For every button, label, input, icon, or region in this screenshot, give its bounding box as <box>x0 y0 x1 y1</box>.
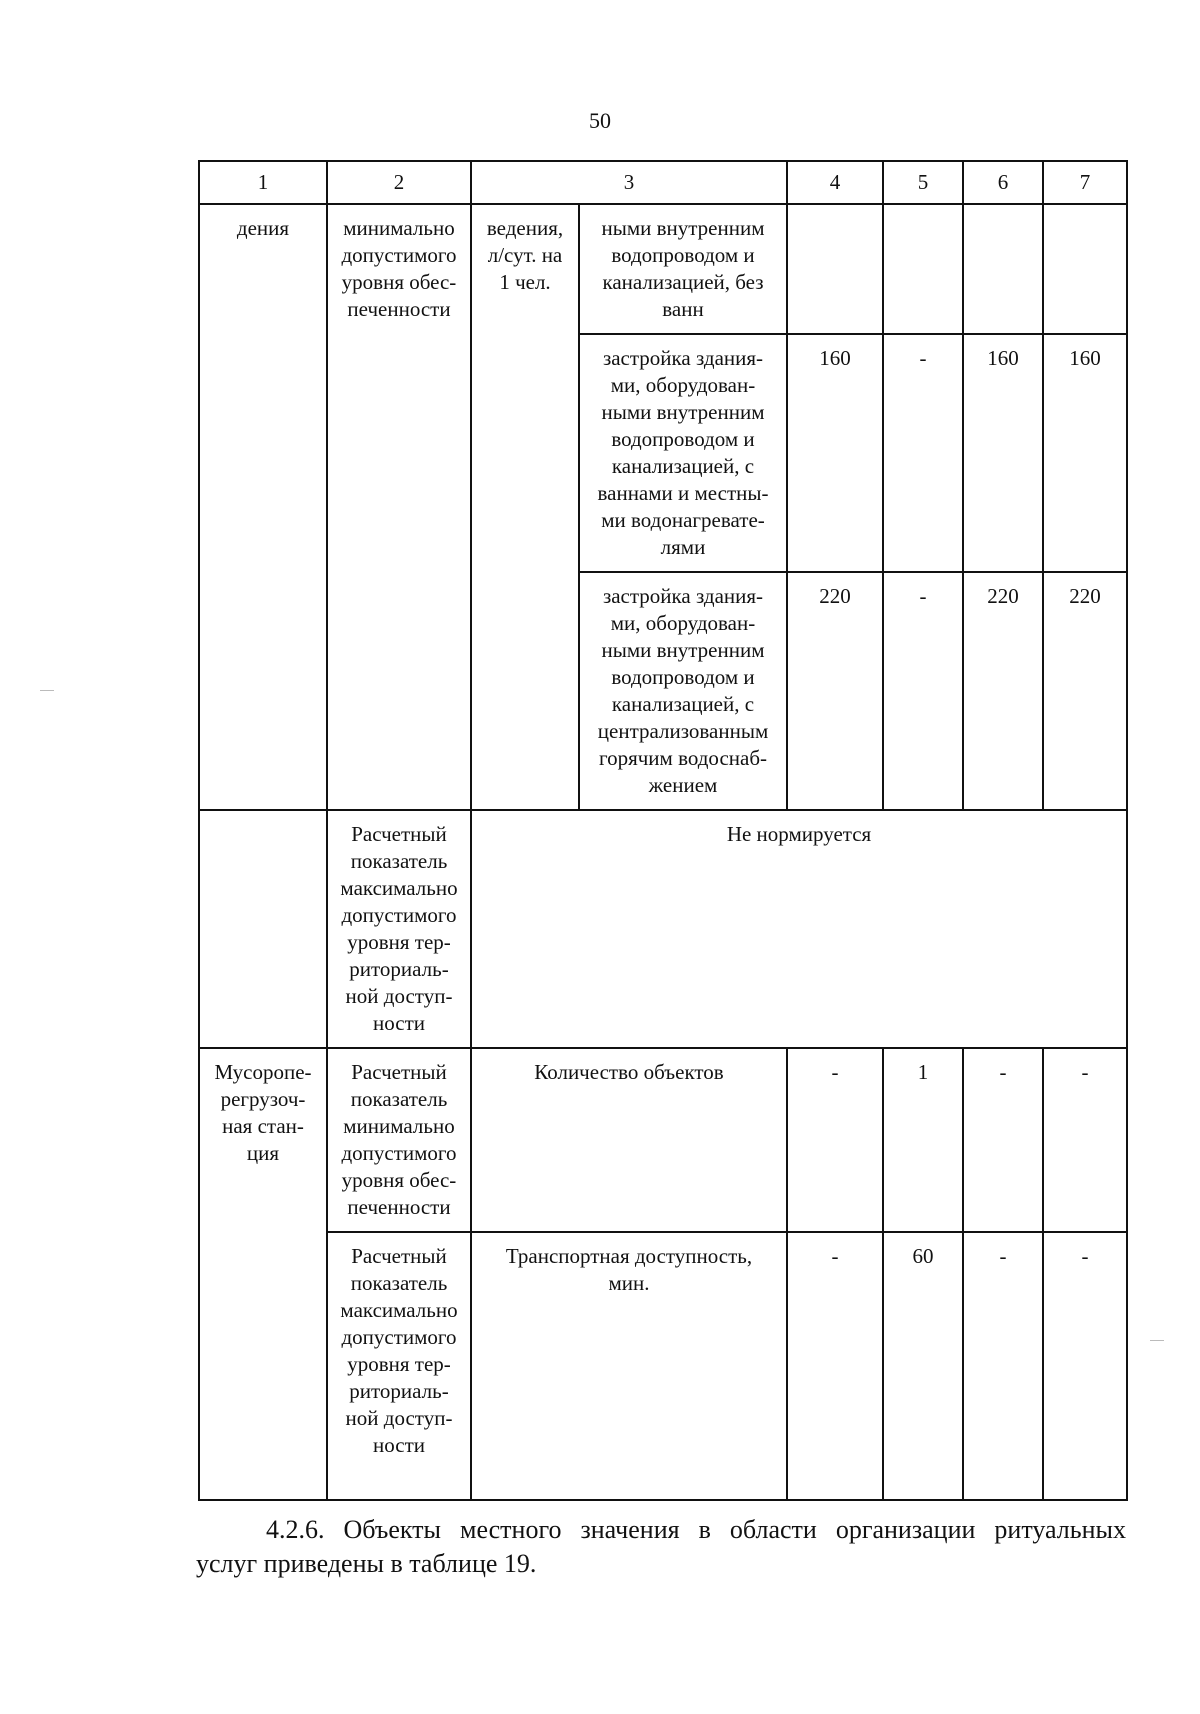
table-header-row <box>199 161 1127 204</box>
value-cell: 160 <box>1043 334 1127 572</box>
header-cell-2: 2 <box>327 161 471 204</box>
value-cell <box>963 204 1043 334</box>
value-cell <box>1043 204 1127 334</box>
value-cell <box>787 204 883 334</box>
indicator-name-cell: Количество объектов <box>471 1048 787 1232</box>
value-cell: 220 <box>1043 572 1127 810</box>
table-row <box>199 810 1127 1048</box>
indicator-type-cell: минимально допустимого уровня обес- печенности <box>327 204 471 810</box>
value-cell: 220 <box>963 572 1043 810</box>
value-cell: 1 <box>883 1048 963 1232</box>
header-cell-1: 1 <box>199 161 327 204</box>
value-cell: 160 <box>787 334 883 572</box>
value-cell: - <box>787 1232 883 1500</box>
value-cell: - <box>787 1048 883 1232</box>
not-normed-cell: Не нормируется <box>471 810 1127 1048</box>
indicators-table <box>198 160 1128 1501</box>
scan-artifact <box>1150 1340 1164 1341</box>
development-type-cell: ными внутренним водопроводом и канализацией, без ванн <box>579 204 787 334</box>
header-cell-4: 4 <box>787 161 883 204</box>
value-cell: 160 <box>963 334 1043 572</box>
header-cell-7: 7 <box>1043 161 1127 204</box>
page-number: 50 <box>589 108 611 133</box>
table-row <box>199 204 1127 334</box>
value-cell: 60 <box>883 1232 963 1500</box>
value-cell: 220 <box>787 572 883 810</box>
object-name-cell <box>199 810 327 1048</box>
value-cell: - <box>883 572 963 810</box>
header-cell-6: 6 <box>963 161 1043 204</box>
value-cell: - <box>963 1048 1043 1232</box>
value-cell: - <box>963 1232 1043 1500</box>
indicator-name-cell: Транспортная доступность, мин. <box>471 1232 787 1500</box>
object-name-cell: Мусоропе- регрузоч- ная стан- ция <box>199 1048 327 1500</box>
paragraph-line-1: 4.2.6. Объекты местного значения в области организации ритуальных <box>266 1515 1126 1544</box>
value-cell: - <box>1043 1232 1127 1500</box>
scan-artifact <box>40 690 54 691</box>
value-cell <box>883 204 963 334</box>
header-cell-3: 3 <box>471 161 787 204</box>
unit-cell: ведения, л/сут. на 1 чел. <box>471 204 579 810</box>
header-cell-5: 5 <box>883 161 963 204</box>
value-cell: - <box>883 334 963 572</box>
indicator-type-cell: Расчетный показатель максимально допустимого уровня тер- риториаль- ной доступ- ности <box>327 810 471 1048</box>
paragraph-line-2: услуг приведены в таблице 19. <box>196 1549 537 1578</box>
indicator-type-cell: Расчетный показатель максимально допустимого уровня тер- риториаль- ной доступ- ности <box>327 1232 471 1500</box>
development-type-cell: застройка здания- ми, оборудован- ными внутренним водопроводом и канализацией, с ваннами и местны- ми водонагревате- лями <box>579 334 787 572</box>
table-row <box>199 1232 1127 1500</box>
section-paragraph <box>196 1513 1126 1581</box>
table-row <box>199 1048 1127 1232</box>
indicator-type-cell: Расчетный показатель минимально допустимого уровня обес- печенности <box>327 1048 471 1232</box>
development-type-cell: застройка здания- ми, оборудован- ными внутренним водопроводом и канализацией, с централизованным горячим водоснаб- жением <box>579 572 787 810</box>
object-name-cell: дения <box>199 204 327 810</box>
value-cell: - <box>1043 1048 1127 1232</box>
